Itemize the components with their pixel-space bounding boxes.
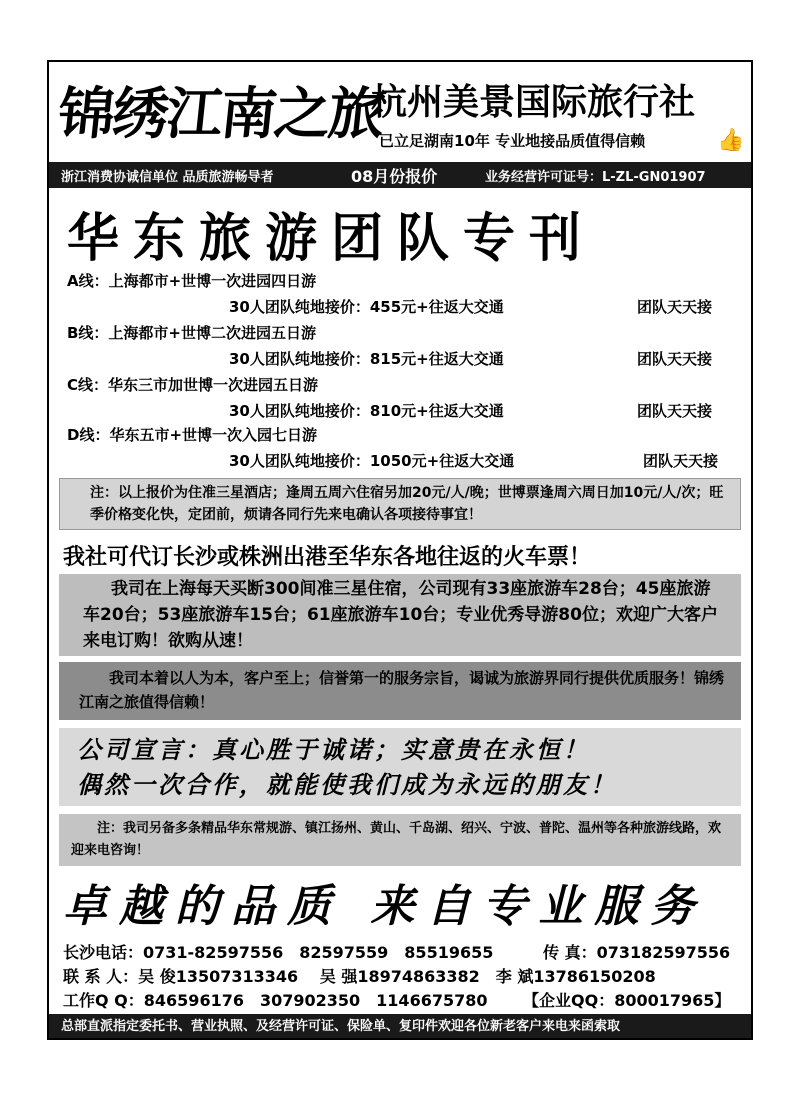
footer-bar: 总部直派指定委托书、营业执照、及经营许可证、保险单、复印件欢迎各位新老客户来电来函索取 (49, 1014, 751, 1040)
info-bar-right: 业务经营许可证号：L-ZL-GN01907 (485, 170, 706, 185)
route-a-note: 团队天天接 (637, 298, 713, 316)
quality-motto: 卓越的品质 来自专业服务 (63, 881, 707, 932)
route-d-name: D线：华东五市+世博一次入园七日游 (67, 426, 318, 444)
declaration-line-1: 公司宣言：真心胜于诚诺；实意贵在永恒！ (77, 735, 590, 764)
company-declaration-box (59, 728, 741, 806)
route-d-price: 30人团队纯地接价：1050元+往返大交通 (229, 452, 515, 470)
brand-title: 锦绣江南之旅 (55, 81, 387, 147)
route-d-note: 团队天天接 (643, 452, 719, 470)
route-b-note: 团队天天接 (637, 350, 713, 368)
route-c-note: 团队天天接 (637, 402, 713, 420)
info-bar (49, 162, 751, 188)
other-routes-note: 注：我司另备多条精品华东常规游、镇江扬州、黄山、千岛湖、绍兴、宁波、普陀、温州等各种旅游线路，欢迎来电咨询！ (59, 814, 741, 866)
contact-people: 联 系 人：吴 俊13507313346 吴 强18974863382 李 斌13786150208 (63, 967, 656, 986)
route-b-name: B线：上海都市+世博二次进园五日游 (67, 324, 317, 342)
agency-slogan: 已立足湖南10年 专业地接品质值得信赖 (379, 132, 646, 150)
agency-name: 杭州美景国际旅行社 (371, 81, 696, 123)
route-a-name: A线：上海都市+世博一次进园四日游 (67, 272, 317, 290)
info-bar-left: 浙江消费协诚信单位 品质旅游畅导者 (61, 170, 274, 185)
thumbs-up-icon: 👍 (717, 128, 745, 153)
contact-phone: 长沙电话：0731-82597556 82597559 85519655 (63, 943, 494, 962)
info-bar-center: 08月份报价 (351, 167, 438, 186)
flyer-frame (47, 60, 753, 1040)
pricing-note: 注：以上报价为住准三星酒店；逢周五周六住宿另加20元/人/晚；世博票逢周六周日加10元/人/次；旺季价格变化快，定团前，烦请各同行先来电确认各项接待事宜！ (59, 478, 741, 530)
train-ticket-notice: 我社可代订长沙或株洲出港至华东各地往返的火车票！ (63, 545, 592, 570)
contact-qq: 工作Q Q：846596176 307902350 1146675780 (63, 991, 488, 1010)
fleet-info-box: 我司在上海每天买断300间准三星住宿，公司现有33座旅游车28台；45座旅游车20台；53座旅游车15台；61座旅游车10台；专业优秀导游80位；欢迎广大客户来电订购！欲购从速！ (59, 574, 741, 656)
contact-fax: 传 真：073182597556 (543, 943, 731, 962)
declaration-line-2: 偶然一次合作，就能使我们成为永远的朋友！ (77, 770, 617, 799)
route-c-price: 30人团队纯地接价：810元+往返大交通 (229, 402, 504, 420)
contact-company-qq: 【企业QQ：800017965】 (523, 991, 731, 1010)
service-philosophy-box: 我司本着以人为本，客户至上；信誉第一的服务宗旨，谒诚为旅游界同行提供优质服务！锦绣江南之旅值得信赖！ (59, 662, 741, 720)
route-a-price: 30人团队纯地接价：455元+往返大交通 (229, 298, 504, 316)
page-title: 华东旅游团队专刊 (67, 209, 596, 269)
route-b-price: 30人团队纯地接价：815元+往返大交通 (229, 350, 504, 368)
route-c-name: C线：华东三市加世博一次进园五日游 (67, 376, 319, 394)
